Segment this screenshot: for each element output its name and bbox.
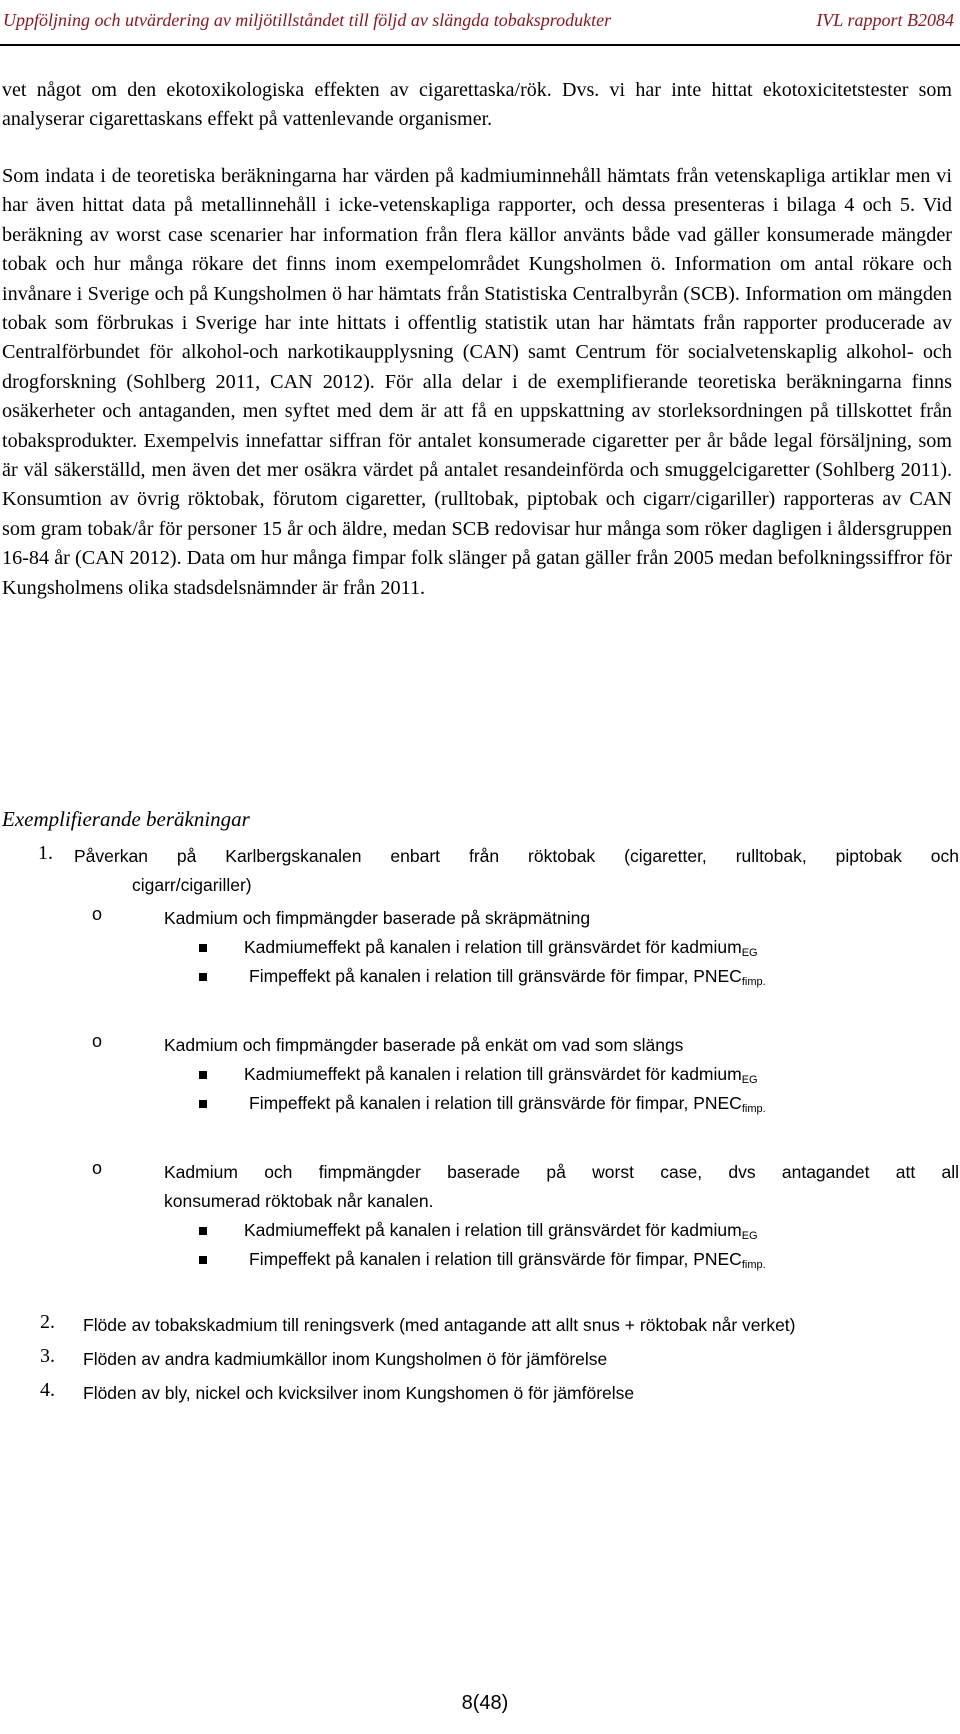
square-bullet-icon xyxy=(199,1227,207,1235)
report-header-title: Uppföljning och utvärdering av miljötillståndet till följd av slängda tobaksprodukter xyxy=(3,10,612,30)
paragraph-intro: vet något om den ekotoxikologiska effekten av cigarettaska/rök. Dvs. vi har inte hittat ekotoxicitetstester som analyserar cigarettaskans effekt på vattenlevande organismer. xyxy=(2,79,952,131)
square-bullet-icon xyxy=(199,1071,207,1079)
list-number: 4. xyxy=(40,1379,55,1401)
list-number: 2. xyxy=(40,1311,55,1333)
sub-item-3-line1: Kadmium och fimpmängder baserade på worst case, dvs antagandet att all xyxy=(164,1162,959,1182)
bullet-cadmium-effect: Kadmiumeffekt på kanalen i relation till gränsvärdet för kadmium$_{EG}$ xyxy=(244,1220,758,1242)
sub-item-3-line2: konsumerad röktobak når kanalen. xyxy=(164,1191,434,1211)
paragraph-method: Som indata i de teoretiska beräkningarna har värden på kadmiuminnehåll hämtats från vetenskapliga artiklar men vi har även hittat data på metallinnehåll i icke-vetenskapliga rapporter, och dessa presenteras i bilaga 4 och 5. Vid beräkning av worst case scenarier har information från flera källor använts både vad gäller konsumerade mängder tobak och hur många rökare det finns inom exempelområdet Kungsholmen ö. Information om antal rökare och invånare i Sverige och på Kungsholmen ö har hämtats från Statistiska Centralbyrån (SCB). Information om mängden tobak som förbrukas i Sverige har inte hittats i offentlig statistik utan har hämtats från rapporter producerade av Centralförbundet för alkohol-och narkotikaupplysning (CAN) samt Centrum för socialvetenskaplig alkohol- och drogforskning (Sohlberg 2011, CAN 2012). För alla delar i de exemplifierande teoretiska beräkningarna finns osäkerheter och antaganden, men syftet med dem är att få en uppskattning av storleksordningen på tillskottet från tobaksprodukter. Exempelvis innefattar siffran för antalet konsumerade cigaretter per år både legal försäljning, som är väl säkerställd, men även det mer osäkra värdet på antalet resandeinförda och smuggelcigaretter (Sohlberg 2011). Konsumtion av övrig röktobak, förutom cigaretter, (rulltobak, piptobak och cigarr/cigariller) rapporteras av CAN som gram tobak/år för personer 15 år och äldre, medan SCB redovisar hur många som röker dagligen i åldersgruppen 16-84 år (CAN 2012). Data om hur många fimpar folk slänger på gatan gäller från 2005 medan befolkningssiffror för Kungsholmens olika stadsdelsnämnder är från 2011. xyxy=(2,165,952,599)
sub-bullet: o xyxy=(92,904,103,924)
section-heading: Exemplifierande beräkningar xyxy=(2,807,250,831)
sub-item-2: Kadmium och fimpmängder baserade på enkät om vad som slängs xyxy=(164,1035,684,1055)
list-item-2: Flöde av tobakskadmium till reningsverk (med antagande att allt snus + röktobak når verket) xyxy=(83,1315,796,1335)
list-item-3: Flöden av andra kadmiumkällor inom Kungsholmen ö för jämförelse xyxy=(83,1349,608,1369)
bullet-butt-effect: Fimpeffekt på kanalen i relation till gränsvärde för fimpar, $PNEC_{fimp.}$ xyxy=(249,1249,766,1271)
bullet-cadmium-effect: Kadmiumeffekt på kanalen i relation till gränsvärdet för kadmium$_{EG}$ xyxy=(244,937,758,959)
list-item-4: Flöden av bly, nickel och kvicksilver inom Kungshomen ö för jämförelse xyxy=(83,1383,635,1403)
bullet-butt-effect: Fimpeffekt på kanalen i relation till gränsvärde för fimpar, $PNEC_{fimp.}$ xyxy=(249,966,766,988)
header-divider xyxy=(0,44,960,46)
square-bullet-icon xyxy=(199,1100,207,1108)
square-bullet-icon xyxy=(199,944,207,952)
bullet-cadmium-effect: Kadmiumeffekt på kanalen i relation till gränsvärdet för kadmium$_{EG}$ xyxy=(244,1064,758,1086)
list-item-1-line1: Påverkan på Karlbergskanalen enbart från röktobak (cigaretter, rulltobak, piptobak och xyxy=(74,846,959,866)
list-item-1-line2: cigarr/cigariller) xyxy=(132,875,252,895)
report-header-id: IVL rapport B2084 xyxy=(816,10,954,30)
square-bullet-icon xyxy=(199,973,207,981)
sub-bullet: o xyxy=(92,1158,103,1178)
list-number: 1. xyxy=(38,842,53,864)
sub-bullet: o xyxy=(92,1031,103,1051)
bullet-butt-effect: Fimpeffekt på kanalen i relation till gränsvärde för fimpar, $PNEC_{fimp.}$ xyxy=(249,1093,766,1115)
sub-item-1: Kadmium och fimpmängder baserade på skräpmätning xyxy=(164,908,591,928)
list-number: 3. xyxy=(40,1345,55,1367)
page-number: 8(48) xyxy=(461,1692,509,1714)
square-bullet-icon xyxy=(199,1256,207,1264)
